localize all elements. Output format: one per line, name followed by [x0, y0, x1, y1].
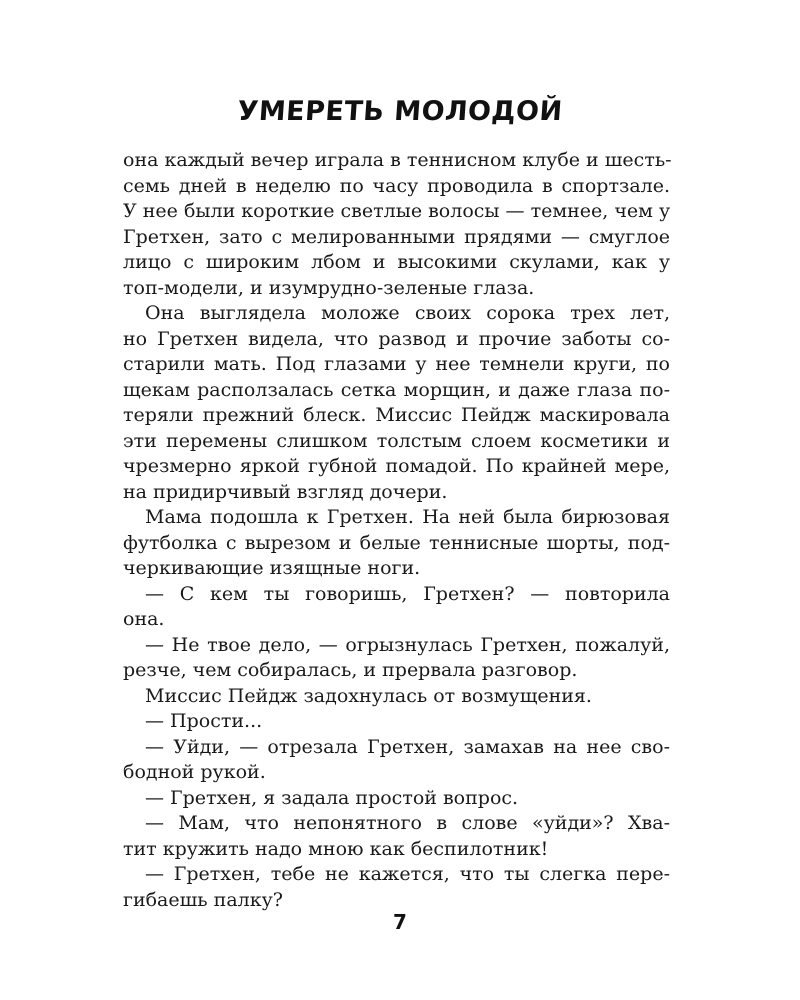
text-line: она. [123, 608, 165, 630]
text-line: Она выглядела моложе своих сорока трех лет, [145, 302, 670, 324]
text-line: бодной рукой. [123, 761, 266, 783]
text-line: черкивающие изящные ноги. [123, 557, 421, 579]
text-line: Миссис Пейдж задохнулась от возмущения. [145, 684, 592, 707]
text-line: чрезмерно яркой губной помадой. По крайней мере, [123, 455, 670, 477]
text-line: — Уйди, — отрезала Гретхен, замахав на нее сво- [145, 735, 670, 758]
text-line: на придирчивый взгляд дочери. [123, 480, 448, 503]
text-line: эти перемены слишком толстым слоем косметики и [123, 429, 670, 452]
text-line: — Прости... [145, 710, 263, 732]
text-line: семь дней в неделю по часу проводила в спортзале. [123, 174, 670, 197]
text-line: — Мам, что непонятного в слове «уйди»? Хва- [145, 812, 670, 834]
text-line: — Не твое дело, — огрызнулась Гретхен, пожалуй, [145, 633, 670, 656]
text-line: топ-модели, и изумрудно-зеленые глаза. [123, 276, 535, 299]
text-line: щекам расползалась сетка морщин, и даже глаза по- [123, 378, 670, 401]
text-line: Мама подошла к Гретхен. На ней была бирюзовая [145, 506, 670, 528]
text-line: но Гретхен видела, что развод и прочие заботы со- [123, 327, 670, 350]
page-number: 7 [393, 910, 407, 934]
text-line: гибаешь палку? [123, 888, 283, 911]
text-line: — Гретхен, тебе не кажется, что ты слегка пере- [145, 863, 670, 885]
running-head: УМЕРЕТЬ МОЛОДОЙ [236, 96, 564, 127]
text-line: тит кружить надо мною как беспилотник! [123, 837, 549, 860]
text-line: Гретхен, зато с мелированными прядями — смуглое [123, 225, 670, 248]
text-line: она каждый вечер играла в теннисном клубе и шесть- [123, 149, 672, 171]
text-line: теряли прежний блеск. Миссис Пейдж маскировала [123, 404, 670, 426]
text-line: резче, чем собиралась, и прервала разговор. [123, 659, 578, 681]
text-line: лицо с широким лбом и высокими скулами, как у [123, 251, 670, 273]
text-line: — С кем ты говоришь, Гретхен? — повторила [145, 582, 670, 605]
text-line: У нее были короткие светлые волосы — темнее, чем у [123, 200, 671, 222]
text-line: футболка с вырезом и белые теннисные шорты, под- [123, 531, 670, 554]
text-line: старили мать. Под глазами у нее темнели круги, по [123, 353, 670, 375]
text-line: — Гретхен, я задала простой вопрос. [145, 786, 519, 809]
body-text [123, 148, 670, 913]
